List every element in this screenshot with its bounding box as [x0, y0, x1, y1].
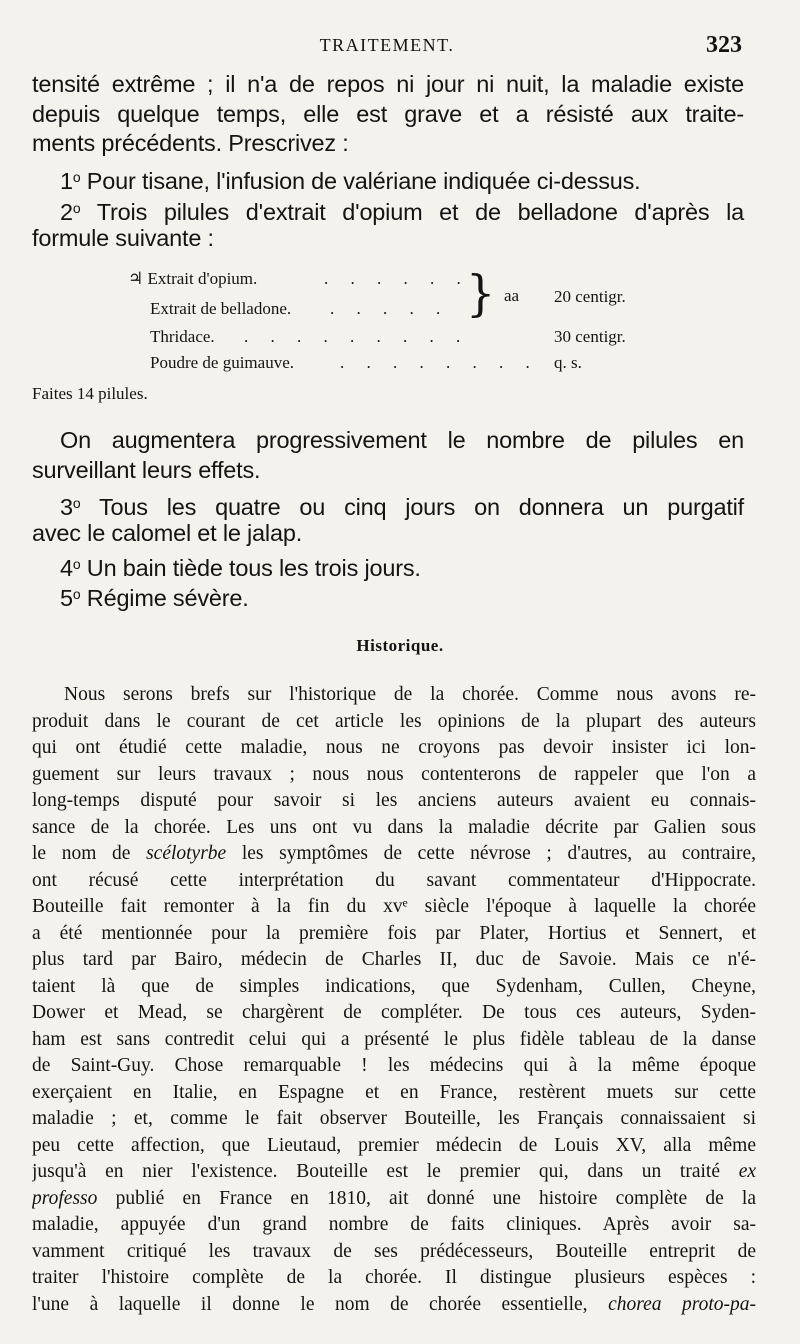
formula-quantity: 20 centigr. [554, 287, 626, 306]
historique-line: l'une à laquelle il donne le nom de chorée essentielle, chorea proto-pa- [32, 1293, 756, 1315]
formula-ingredient: Poudre de guimauve. [150, 353, 294, 372]
historique-line: long-temps disputé pour savoir si les anciens auteurs avaient eu connais- [32, 790, 756, 811]
historique-line: peu cette affection, que Lieutaud, premier médecin de Louis XV, alla même [32, 1134, 756, 1156]
after-formula-line-1: On augmentera progressivement le nombre de pilules en [60, 427, 744, 453]
running-head [32, 32, 742, 60]
treatment-intro-line-2: depuis quelque temps, elle est grave et a résisté aux traite- [32, 100, 744, 127]
formula-leader: . . . . . [330, 299, 450, 318]
formula-ingredient: ♃ Extrait d'opium. [128, 269, 258, 288]
historique-line: maladie, appuyée d'un grand nombre de faits cliniques. Après avoir sa- [32, 1214, 756, 1235]
formula-ingredient: Thridace. [150, 327, 215, 346]
historique-line: ont récusé cette interprétation du savant commentateur d'Hippocrate. [32, 869, 756, 891]
historique-line: plus tard par Bairo, médecin de Charles II, duc de Savoie. Mais ce n'é- [32, 949, 756, 970]
after-formula-line-2: surveillant leurs effets. [32, 456, 261, 483]
historique-line: produit dans le courant de cet article les opinions de la plupart des auteurs [32, 710, 756, 732]
section-heading: Historique. [356, 636, 444, 655]
formula-quantity: 30 centigr. [554, 327, 626, 346]
prescription-formula [32, 264, 744, 408]
historique-line: exerçaient en Italie, en Espagne et en France, restèrent muets sur cette [32, 1081, 756, 1103]
historique-line: de Saint-Guy. Chose remarquable ! les médecins qui à la même époque [32, 1055, 756, 1076]
treatment-item-1: 1$^o$ Pour tisane, l'infusion de valériane indiquée ci-dessus. [60, 168, 641, 194]
treatment-intro-line-3: ments précédents. Prescrivez : [32, 130, 349, 157]
treatment-item-3: 3$^o$ Tous les quatre ou cinq jours on donnera un purgatif [60, 494, 744, 520]
historique-line: professo publié en France en 1810, ait donné une histoire complète de la [32, 1187, 756, 1209]
treatment-item-4: 4$^o$ Un bain tiède tous les trois jours. [60, 555, 421, 581]
historique-line: maladie ; et, comme le fait observer Bouteille, les Français connaissaient si [32, 1108, 756, 1129]
page-number: 323 [706, 32, 742, 58]
formula-ingredient: Extrait de belladone. [150, 299, 292, 318]
formula-quantity: q. s. [554, 353, 582, 372]
historique-line: ham est sans contredit celui qui a présenté le plus fidèle tableau de la danse [32, 1028, 756, 1050]
historique-paragraph [32, 682, 756, 1318]
historique-line: Dower et Mead, se chargèrent de compléter. De tous ces auteurs, Syden- [32, 1002, 756, 1023]
formula-leader: . . . . . . . . [340, 353, 539, 372]
formula-leader: . . . . . . [324, 269, 470, 288]
historique-line: vamment critiqué les travaux de ses prédécesseurs, Bouteille entreprit de [32, 1240, 756, 1262]
historique-line: Bouteille fait remonter à la fin du xvᵉ siècle l'époque à laquelle la chorée [32, 896, 756, 917]
historique-line: guement sur leurs travaux ; nous nous contenterons de rappeler que l'on a [32, 763, 756, 785]
historique-line: a été mentionnée pour la première fois par Plater, Hortius et Sennert, et [32, 922, 756, 944]
historique-line: sance de la chorée. Les uns ont vu dans la maladie décrite par Galien sous [32, 816, 756, 838]
historique-line: traiter l'histoire complète de la chorée. Il distingue plusieurs espèces : [32, 1267, 756, 1288]
treatment-item-2-cont: formule suivante : [32, 224, 214, 251]
treatment-item-2: 2$^o$ Trois pilules d'extrait d'opium et de belladone d'après la [60, 199, 744, 225]
formula-aa: aa [504, 286, 520, 305]
treatment-item-5: 5$^o$ Régime sévère. [60, 585, 249, 611]
treatment-item-3-cont: avec le calomel et le jalap. [32, 519, 303, 546]
formula-faites: Faites 14 pilules. [32, 384, 148, 403]
historique-line: le nom de scélotyrbe les symptômes de cette névrose ; d'autres, au contraire, [32, 843, 756, 864]
treatment-intro-line-1: tensité extrême ; il n'a de repos ni jour ni nuit, la maladie existe [32, 71, 744, 97]
historique-line: qui ont étudié cette maladie, nous ne croyons pas devoir insister ici lon- [32, 737, 756, 758]
formula-leader: . . . . . . . . . [244, 327, 470, 346]
historique-line: taient là que de simples indications, que Sydenham, Cullen, Cheyne, [32, 975, 756, 997]
formula-brace: } [466, 264, 496, 322]
running-title: TRAITEMENT. [319, 35, 455, 55]
historique-line: Nous serons brefs sur l'historique de la chorée. Comme nous avons re- [64, 684, 756, 705]
historique-line: jusqu'à en nier l'existence. Bouteille est le premier qui, dans un traité ex [32, 1161, 756, 1182]
